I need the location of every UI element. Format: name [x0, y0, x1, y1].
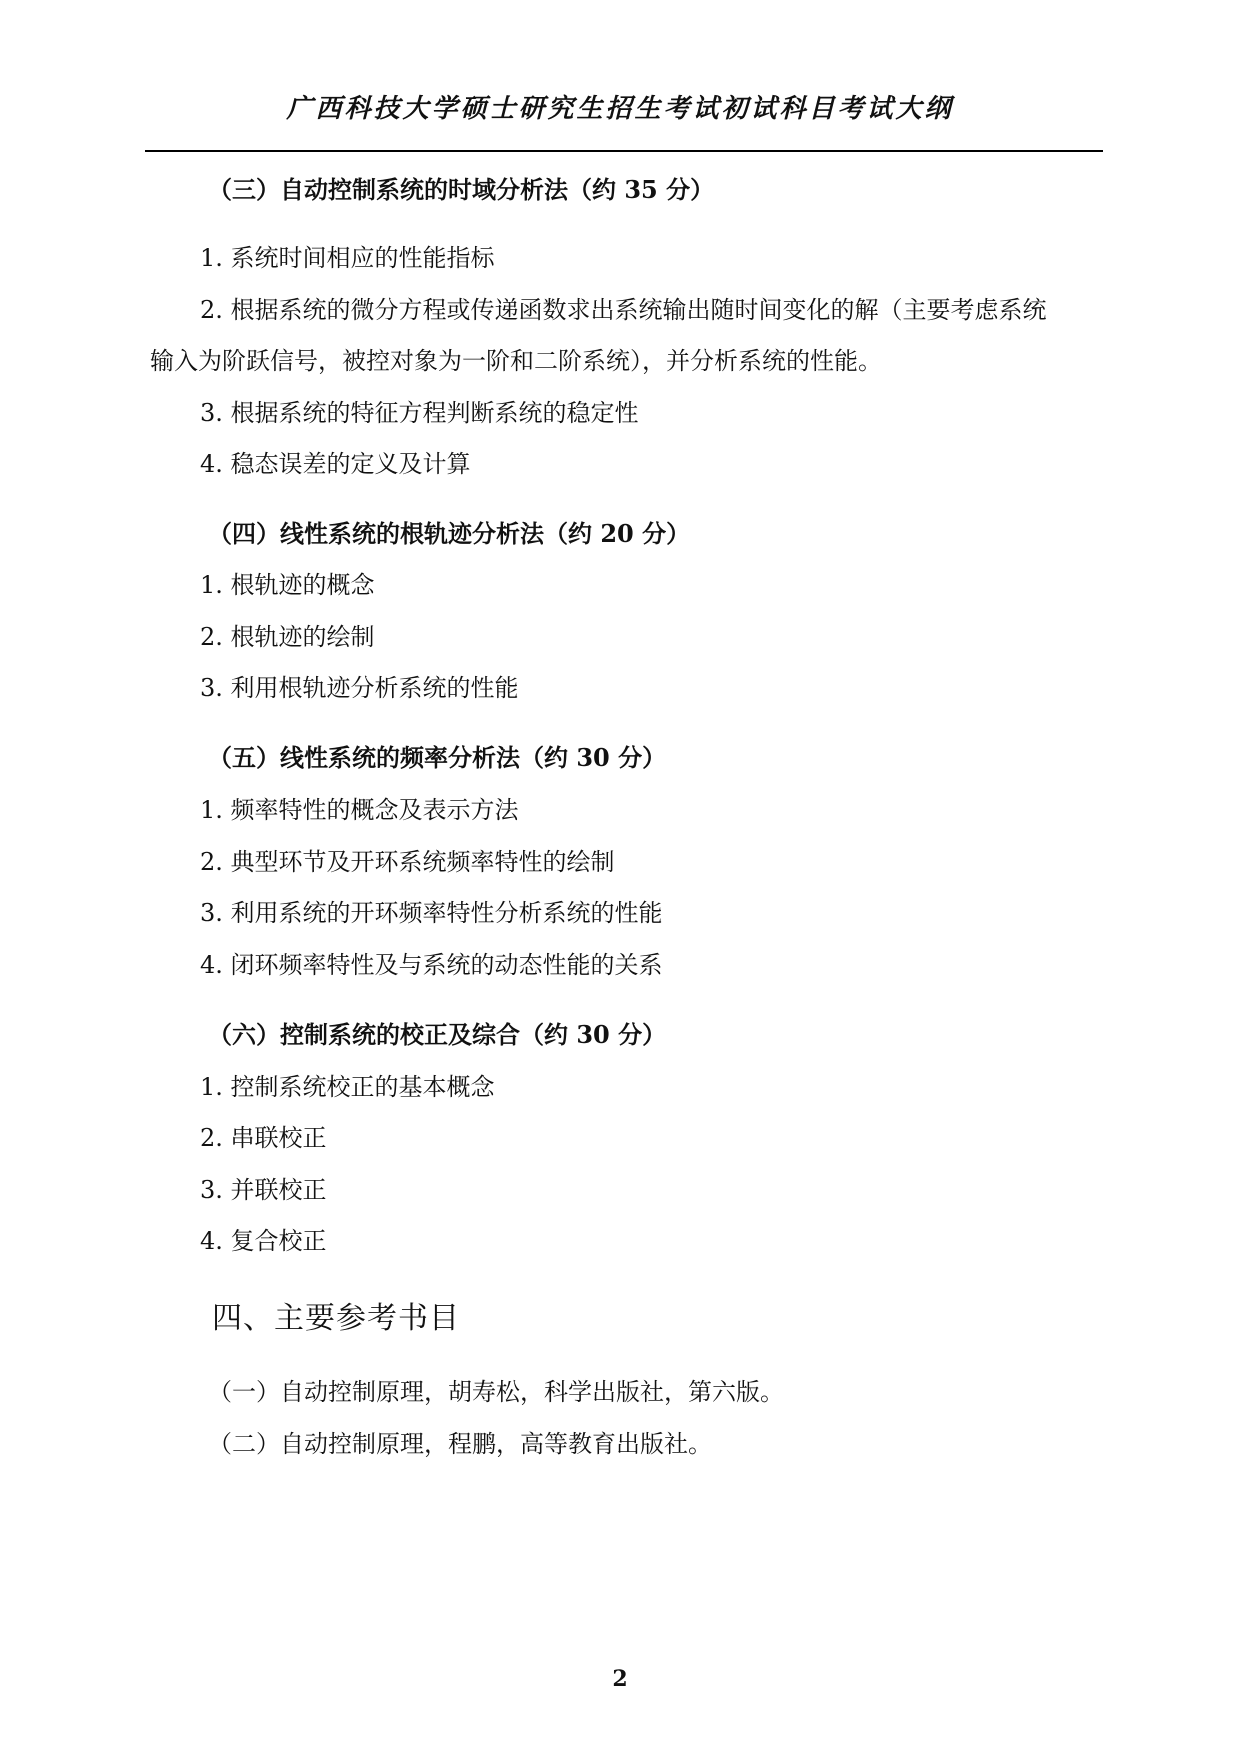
list-item: 4. 复合校正	[200, 1227, 327, 1255]
section-heading-6: （六）控制系统的校正及综合（约 30 分）	[208, 1020, 667, 1049]
page-number: 2	[612, 1666, 628, 1692]
list-item: 2. 串联校正	[200, 1124, 327, 1152]
list-item: 2. 根轨迹的绘制	[200, 623, 375, 651]
list-item: 2. 典型环节及开环系统频率特性的绘制	[200, 848, 615, 876]
list-item: 3. 利用系统的开环频率特性分析系统的性能	[200, 899, 663, 927]
list-item: 1. 控制系统校正的基本概念	[200, 1073, 495, 1101]
list-item: 3. 根据系统的特征方程判断系统的稳定性	[200, 399, 639, 427]
list-item: 4. 稳态误差的定义及计算	[200, 450, 471, 478]
header-divider	[145, 150, 1103, 152]
list-item-continuation: 输入为阶跃信号，被控对象为一阶和二阶系统），并分析系统的性能。	[150, 347, 882, 375]
list-item: 2. 根据系统的微分方程或传递函数求出系统输出随时间变化的解（主要考虑系统	[200, 296, 1047, 324]
section-heading-3: （三）自动控制系统的时域分析法（约 35 分）	[208, 175, 715, 204]
references-heading: 四、主要参考书目	[212, 1301, 460, 1336]
list-item: 1. 系统时间相应的性能指标	[200, 244, 495, 272]
list-item: 4. 闭环频率特性及与系统的动态性能的关系	[200, 951, 663, 979]
list-item: 3. 利用根轨迹分析系统的性能	[200, 674, 519, 702]
reference-item: （一）自动控制原理，胡寿松，科学出版社，第六版。	[208, 1378, 784, 1406]
list-item: 1. 频率特性的概念及表示方法	[200, 796, 519, 824]
section-heading-5: （五）线性系统的频率分析法（约 30 分）	[208, 743, 667, 772]
list-item: 3. 并联校正	[200, 1176, 327, 1204]
list-item: 1. 根轨迹的概念	[200, 571, 375, 599]
section-heading-4: （四）线性系统的根轨迹分析法（约 20 分）	[208, 519, 691, 548]
document-header-title: 广西科技大学硕士研究生招生考试初试科目考试大纲	[286, 94, 954, 124]
reference-item: （二）自动控制原理，程鹏，高等教育出版社。	[208, 1430, 712, 1458]
